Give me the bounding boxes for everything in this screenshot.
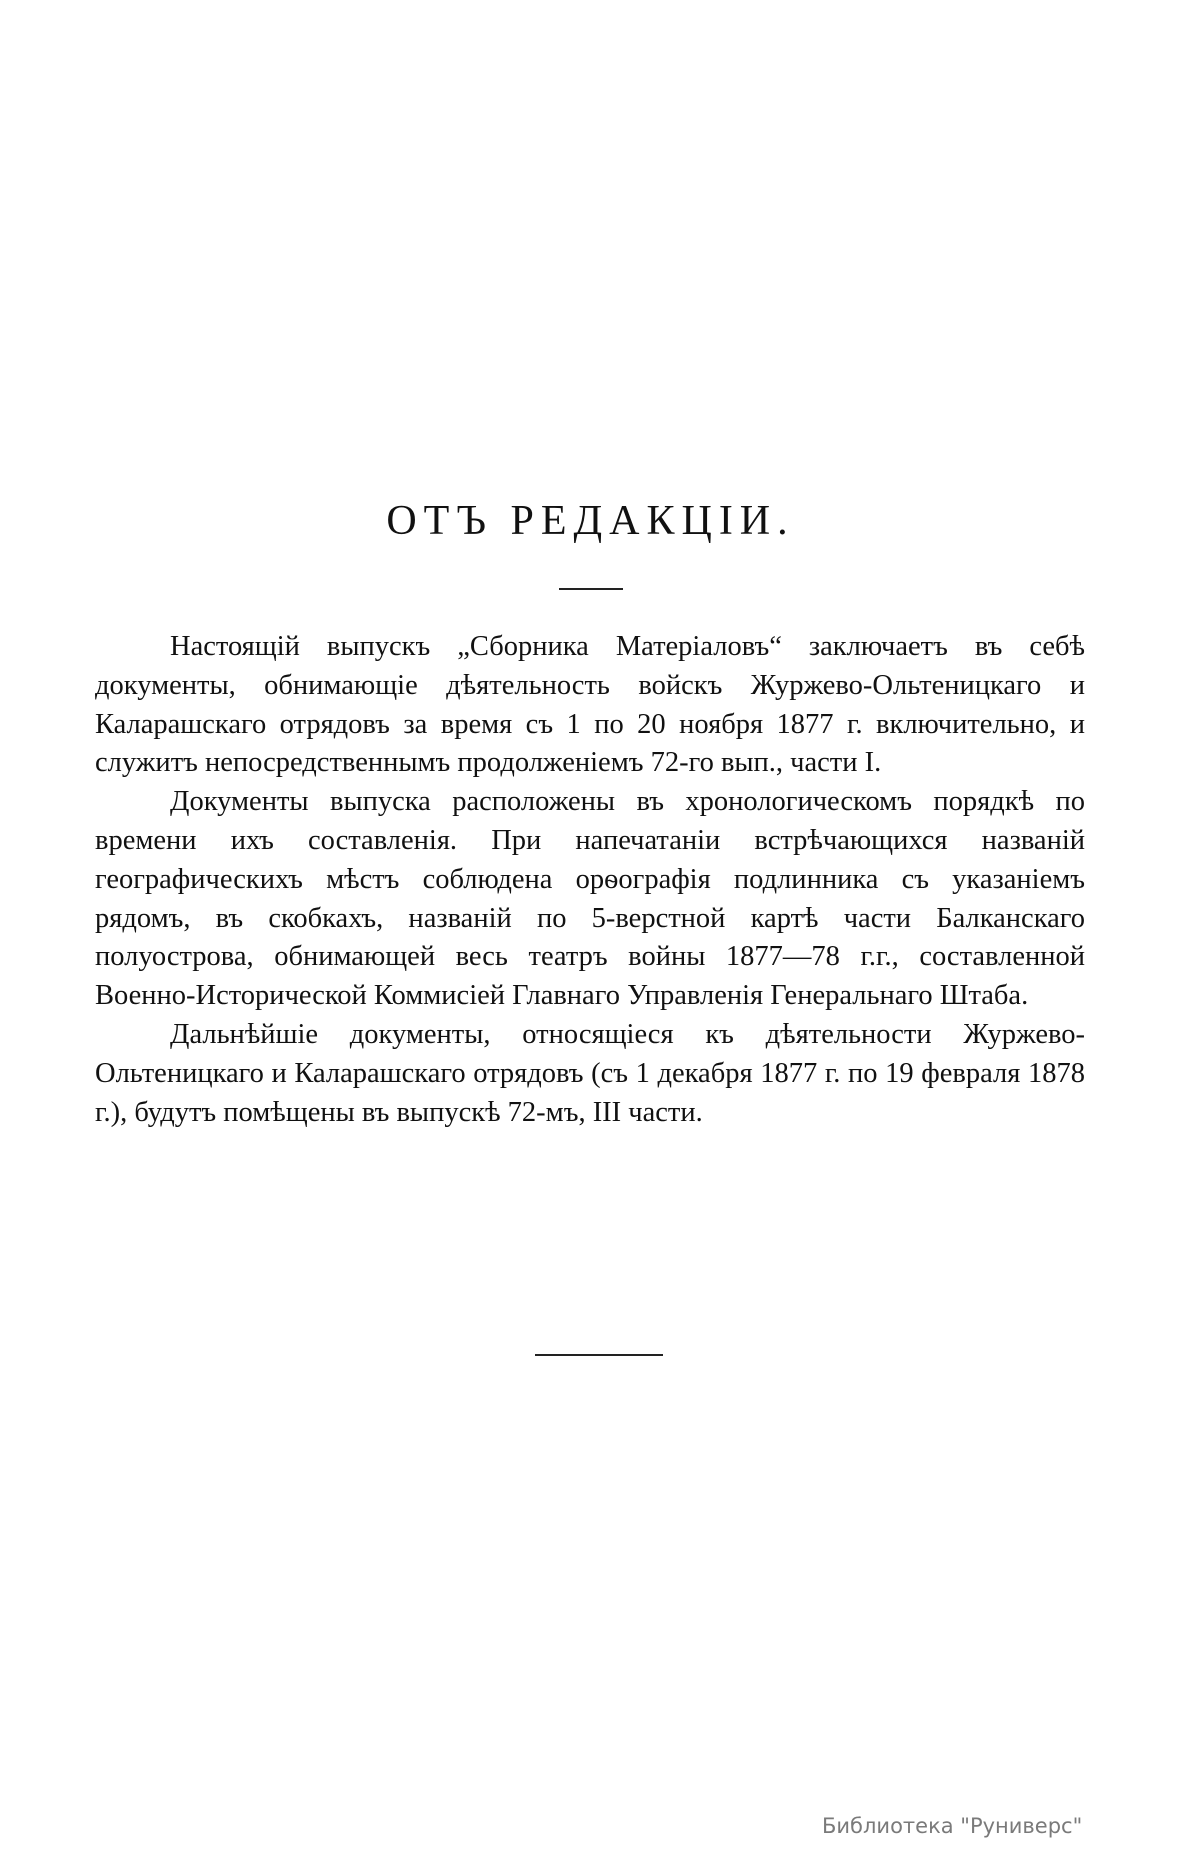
paragraph-1: Настоящій выпускъ „Сборника Матеріаловъ“ заключаетъ въ себѣ документы, обнимающіе дѣятельность войскъ Журжево-Ольтеницкаго и Каларашскаго отрядовъ за время съ 1 по 20 ноября 1877 г. включительно, и служитъ непосредственнымъ продолженіемъ 72-го вып., части I. [95,631,1085,779]
end-divider [535,1354,663,1356]
editorial-text [95,628,1085,1132]
title-divider [559,588,623,590]
paragraph-3: Дальнѣйшіе документы, относящіеся къ дѣятельности Журжево-Ольтеницкаго и Каларашскаго отрядовъ (съ 1 декабря 1877 г. по 19 февраля 1878 г.), будутъ помѣщены въ выпускѣ 72-мъ, III части. [95,1018,1085,1128]
library-watermark: Библиотека "Руниверс" [822,1814,1083,1838]
page-title: ОТЪ РЕДАКЦІИ. [386,498,795,544]
paragraph-2: Документы выпуска расположены въ хронологическомъ порядкѣ по времени ихъ составленія. При напечатаніи встрѣчающихся названій географическихъ мѣстъ соблюдена орѳографія подлинника съ указаніемъ рядомъ, въ скобкахъ, названій по 5-верстной картѣ части Балканскаго полуострова, обнимающей весь театръ войны 1877—78 г.г., составленной Военно-Исторической Коммисіей Главнаго Управленія Генеральнаго Штаба. [95,786,1085,1012]
